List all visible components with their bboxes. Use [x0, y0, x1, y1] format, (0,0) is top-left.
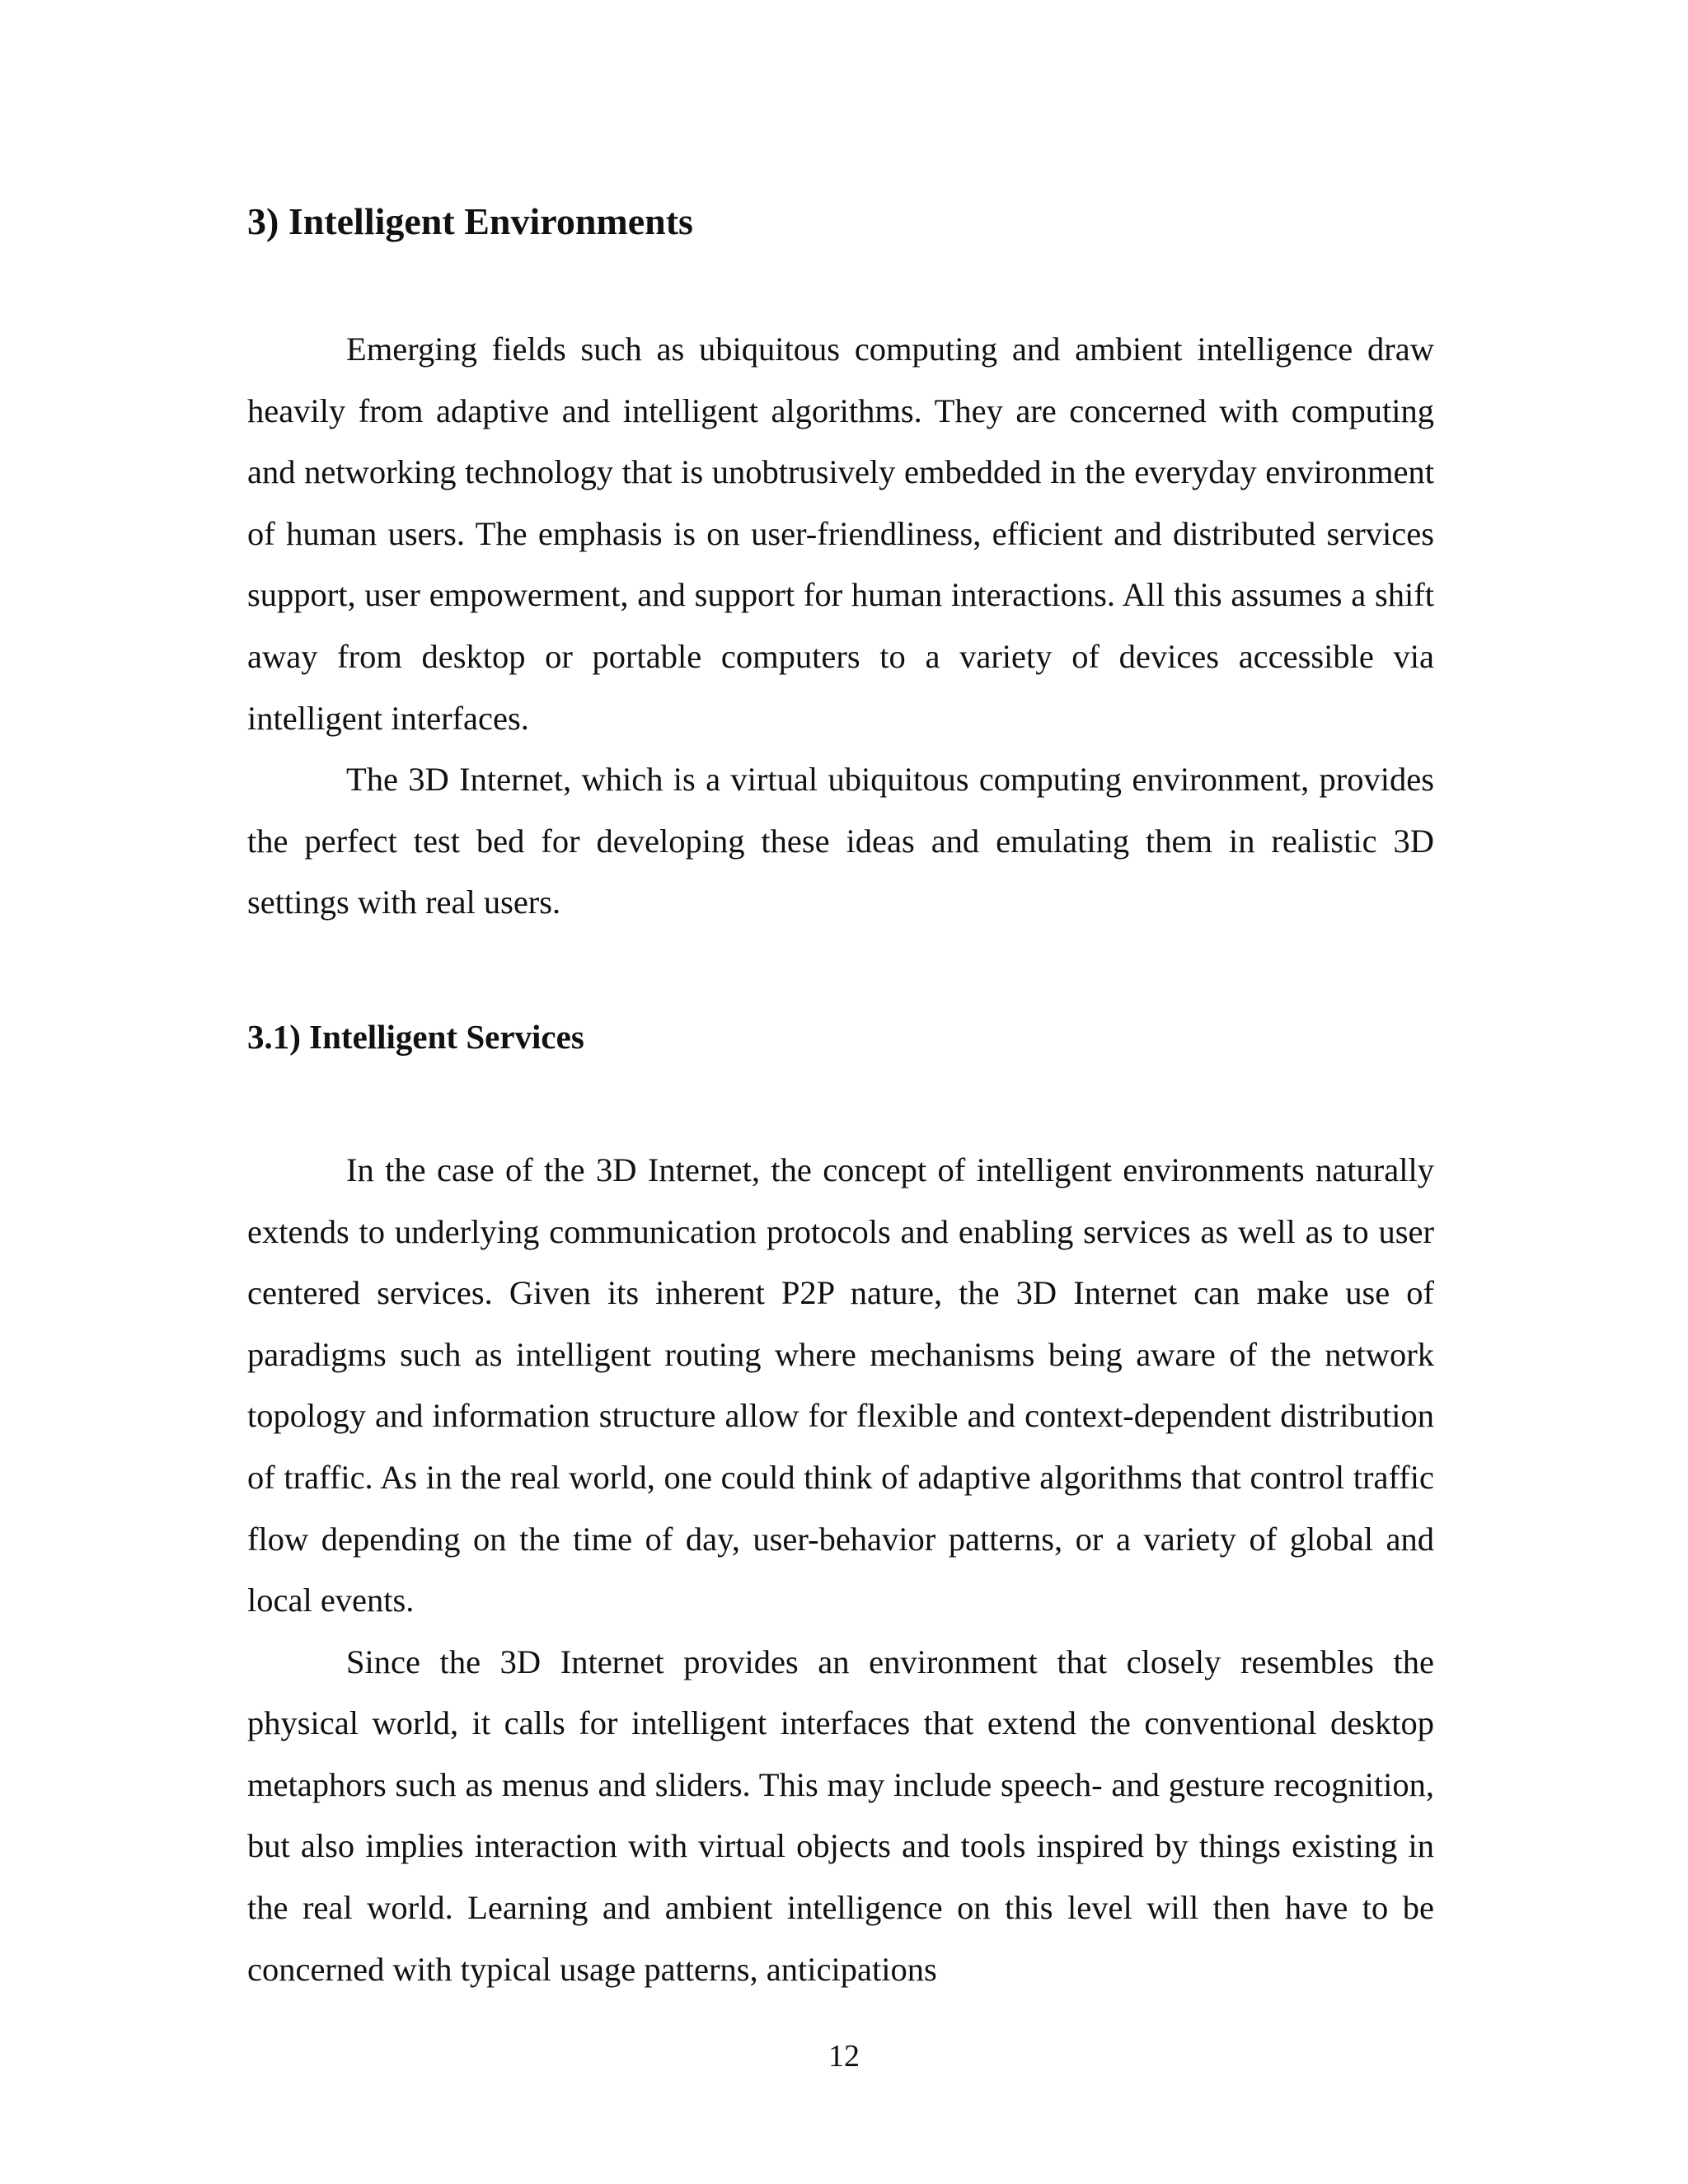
spacer	[247, 1059, 1434, 1140]
paragraph-3d-internet-testbed: The 3D Internet, which is a virtual ubiquitous computing environment, provides the perfect test bed for developing these ideas and emulating them in realistic 3D settings with real users.	[247, 761, 1434, 921]
subsection-heading: 3.1) Intelligent Services	[247, 1017, 584, 1056]
spacer	[247, 934, 1434, 1015]
page-number: 12	[828, 2039, 860, 2074]
paragraph-intelligent-routing: In the case of the 3D Internet, the concept of intelligent environments naturally extends to underlying communication protocols and enabling services as well as to user centered services. Given its inherent P2P nature, the 3D Internet can make use of paradigms such as intelligent routing where mechanisms being aware of the network topology and information structure allow for flexible and context-dependent distribution of traffic. As in the real world, one could think of adaptive algorithms that control traffic flow depending on the time of day, user-behavior patterns, or a variety of global and local events.	[247, 1151, 1434, 1619]
page-content	[247, 198, 1434, 2000]
spacer	[247, 246, 1434, 319]
paragraph-intro: Emerging fields such as ubiquitous computing and ambient intelligence draw heavily from adaptive and intelligent algorithms. They are concerned with computing and networking technology that is unobtrusively embedded in the everyday environment of human users. The emphasis is on user-friendliness, efficient and distributed services support, user empowerment, and support for human interactions. All this assumes a shift away from desktop or portable computers to a variety of devices accessible via intelligent interfaces.	[247, 330, 1434, 737]
paragraph-intelligent-interfaces: Since the 3D Internet provides an environment that closely resembles the physical world, it calls for intelligent interfaces that extend the conventional desktop metaphors such as menus and sliders. This may include speech- and gesture recognition, but also implies interaction with virtual objects and tools inspired by things existing in the real world. Learning and ambient intelligence on this level will then have to be concerned with typical usage patterns, anticipations	[247, 1643, 1434, 1988]
section-heading: 3) Intelligent Environments	[247, 200, 693, 242]
